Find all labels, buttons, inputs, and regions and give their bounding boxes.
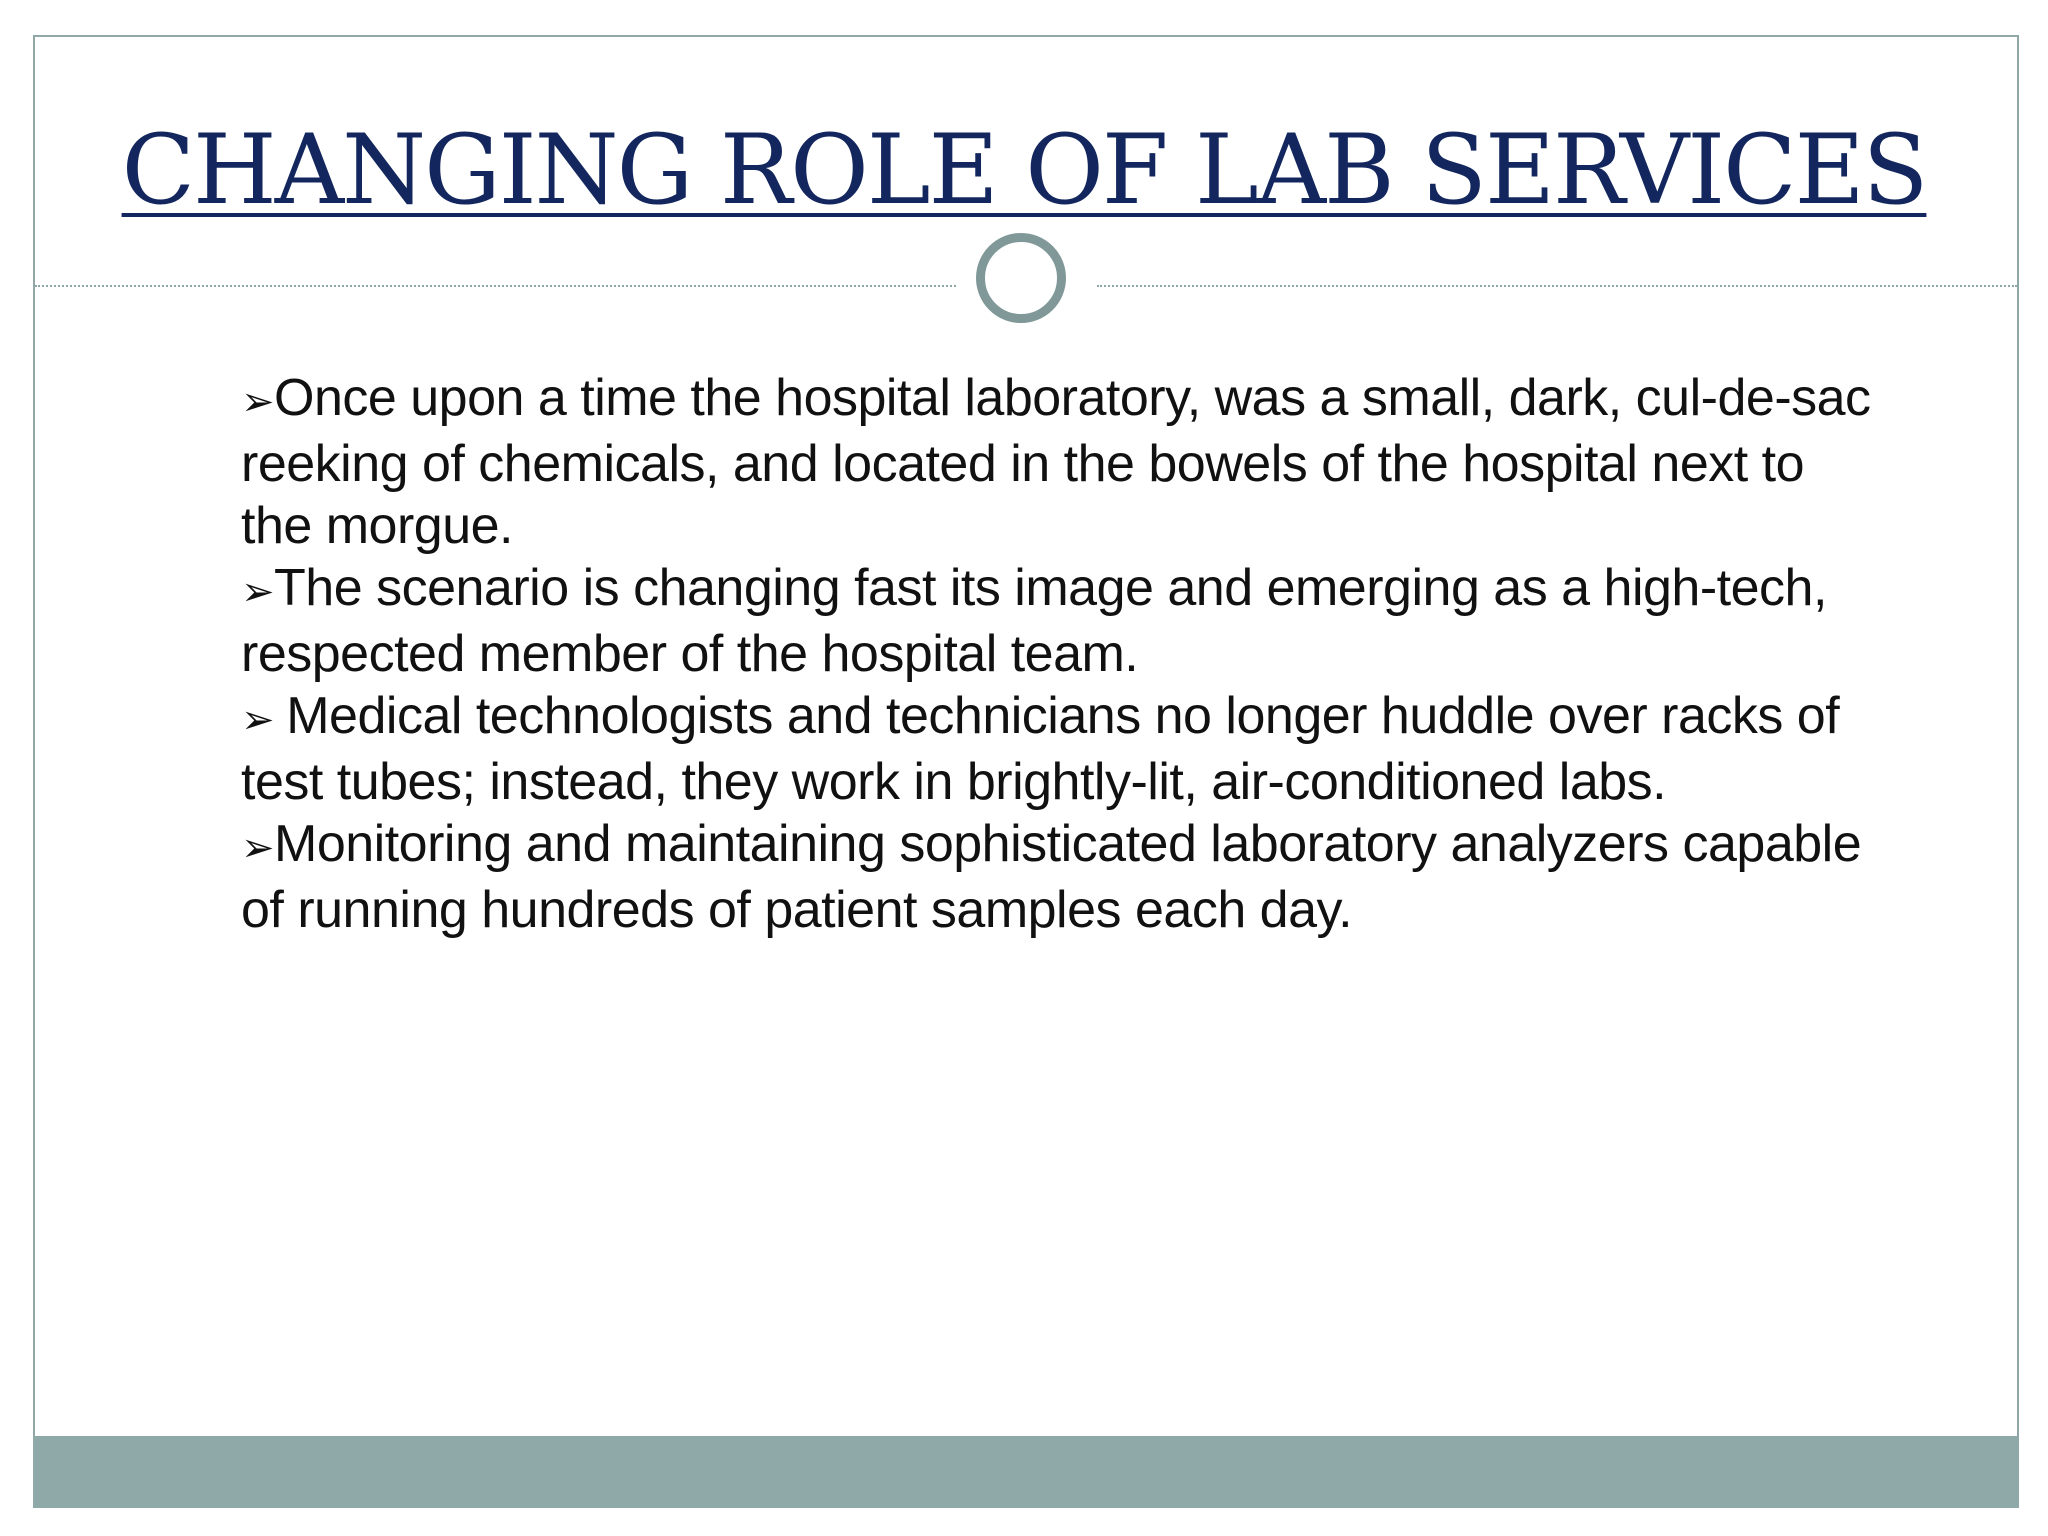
- bullet-item: [241, 813, 1881, 941]
- arrowhead-icon: ➢: [241, 825, 275, 871]
- arrowhead-icon: ➢: [241, 569, 275, 615]
- bullet-text: Medical technologists and technicians no longer huddle over racks of test tubes; instead, they work in brightly-lit, air-conditioned labs.: [241, 687, 1840, 811]
- title-divider-left: [35, 285, 956, 287]
- bullet-text: Once upon a time the hospital laboratory, was a small, dark, cul-de-sac reeking of chemicals, and located in the bowels of the hospital next to the morgue.: [241, 369, 1871, 555]
- slide-title: CHANGING ROLE OF LAB SERVICES: [121, 114, 1927, 226]
- bullet-text: The scenario is changing fast its image and emerging as a high-tech, respected member of the hospital team.: [241, 559, 1827, 683]
- bullet-item: [241, 367, 1881, 557]
- bullet-list: [241, 367, 1881, 941]
- title-divider-right: [1097, 285, 2017, 287]
- bullet-item: [241, 685, 1881, 813]
- arrowhead-icon: ➢: [241, 697, 287, 743]
- arrowhead-icon: ➢: [241, 379, 275, 425]
- footer-band: [33, 1436, 2019, 1508]
- bullet-item: [241, 557, 1881, 685]
- ring-ornament-icon: [976, 233, 1066, 323]
- bullet-text: Monitoring and maintaining sophisticated laboratory analyzers capable of running hundreds of patient samples each day.: [241, 815, 1862, 939]
